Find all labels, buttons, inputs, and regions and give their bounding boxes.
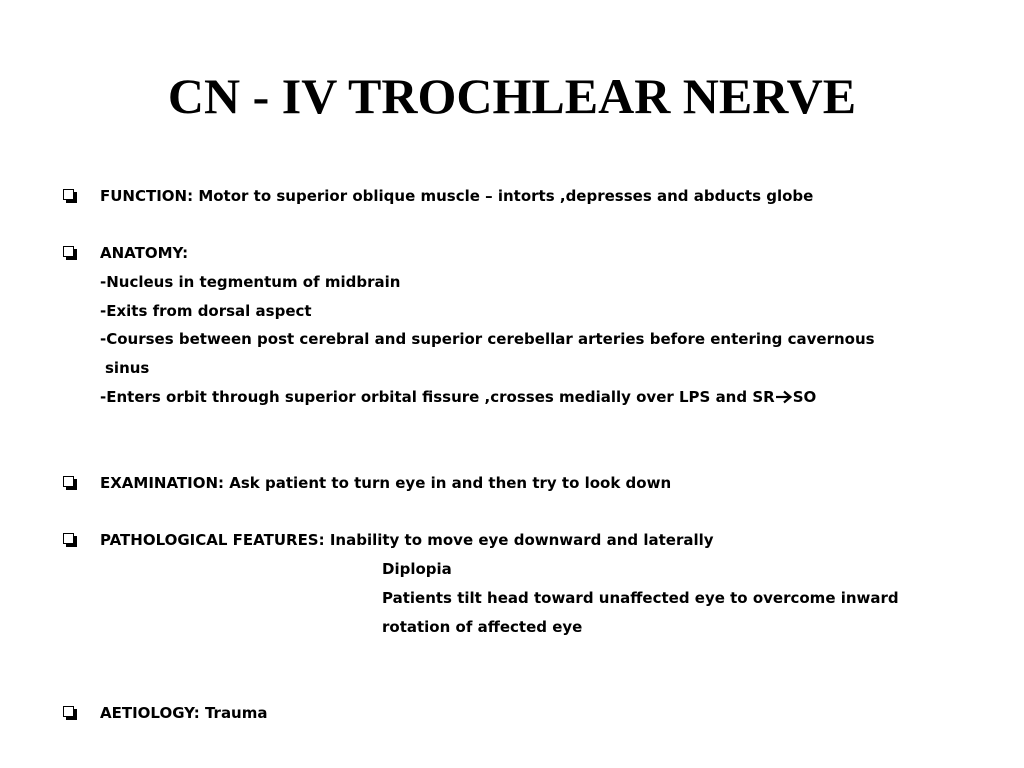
aetiology-text: AETIOLOGY: Trauma [100,704,268,722]
anatomy-line-exits: -Exits from dorsal aspect [100,302,312,320]
anatomy-heading: ANATOMY: [100,244,189,262]
checkbox-bullet-icon [63,476,77,490]
anatomy-line-enters [100,387,816,407]
pathological-sub-diplopia: Diplopia [382,560,452,578]
pathological-text: PATHOLOGICAL FEATURES: Inability to move eye downward and laterally [100,531,714,549]
function-text: FUNCTION: Motor to superior oblique muscle – intorts ,depresses and abducts globe [100,187,814,205]
checkbox-bullet-icon [63,533,77,547]
checkbox-bullet-icon [63,246,77,260]
anatomy-enters-target: SO [792,388,817,406]
right-arrow-icon [775,390,793,404]
examination-text: EXAMINATION: Ask patient to turn eye in and then try to look down [100,474,672,492]
slide-title: CN - IV TROCHLEAR NERVE [167,68,857,124]
anatomy-enters-text: -Enters orbit through superior orbital fissure ,crosses medially over LPS and SR [100,388,775,406]
pathological-sub-head-tilt: Patients tilt head toward unaffected eye to overcome inward [382,589,899,607]
checkbox-bullet-icon [63,189,77,203]
anatomy-line-nucleus: -Nucleus in tegmentum of midbrain [100,273,401,291]
pathological-sub-rotation: rotation of affected eye [382,618,583,636]
anatomy-line-sinus: sinus [105,359,150,377]
anatomy-line-courses: -Courses between post cerebral and superior cerebellar arteries before entering cavernous [100,330,875,348]
checkbox-bullet-icon [63,706,77,720]
